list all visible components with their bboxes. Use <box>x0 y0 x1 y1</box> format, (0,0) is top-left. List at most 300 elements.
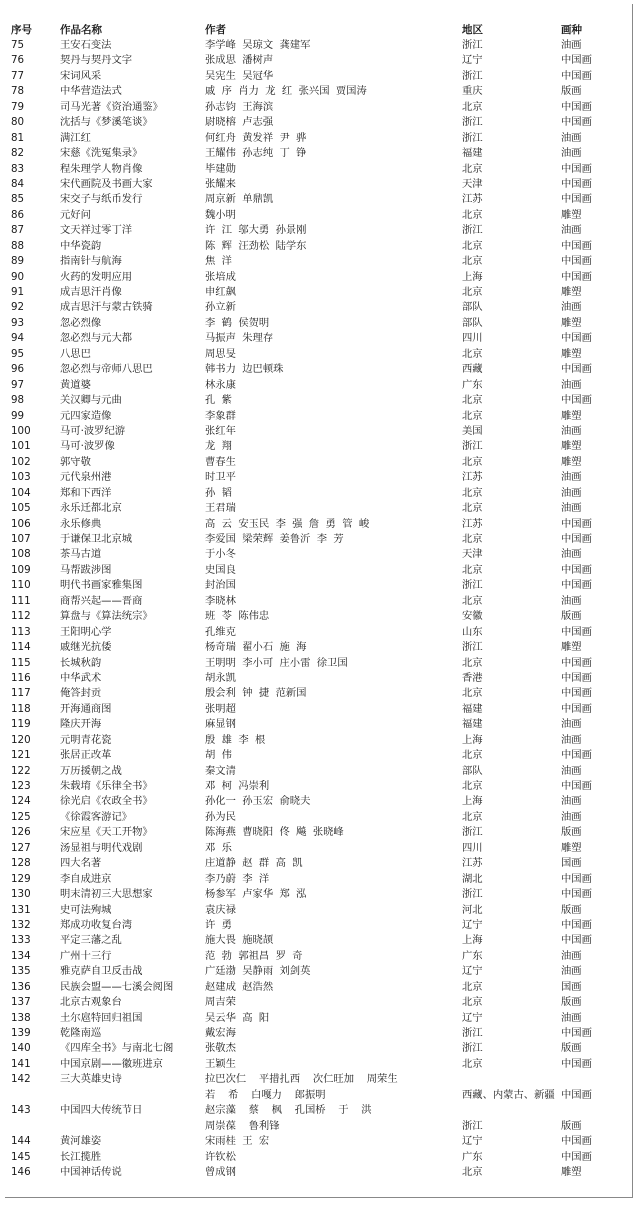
row-region: 浙江 <box>462 224 483 237</box>
row-author: 林永康 <box>205 378 236 391</box>
row-author: 施大畏 施晓颉 <box>205 934 274 947</box>
row-title: 黄河雄姿 <box>60 1135 102 1148</box>
row-author: 邓 乐 <box>205 841 232 854</box>
table-row <box>10 702 630 717</box>
row-type: 雕塑 <box>561 409 582 422</box>
row-no: 133 <box>11 934 31 947</box>
row-no: 122 <box>11 764 31 777</box>
row-no: 143 <box>11 1104 31 1117</box>
row-no: 102 <box>11 455 31 468</box>
row-no: 83 <box>11 162 25 175</box>
row-region: 北京 <box>462 394 483 407</box>
row-author: 胡 伟 <box>205 749 232 762</box>
table-row <box>10 656 630 671</box>
row-region: 北京 <box>462 208 483 221</box>
row-type: 版画 <box>561 826 582 839</box>
row-author: 杨奇瑞 翟小石 施 海 <box>205 641 307 654</box>
row-no: 105 <box>11 502 31 515</box>
row-title: 《四库全书》与南北七阁 <box>60 1042 174 1055</box>
row-region: 北京 <box>462 533 483 545</box>
row-author: 周京新 单鼎凯 <box>205 193 274 206</box>
row-author: 王明明 李小可 庄小雷 徐卫国 <box>205 656 348 669</box>
row-type: 油画 <box>561 965 582 978</box>
row-region: 江苏 <box>462 471 483 484</box>
row-type: 中国画 <box>561 563 592 576</box>
row-author: 许钦松 <box>205 1150 236 1163</box>
row-no: 131 <box>11 903 31 916</box>
row-no: 81 <box>11 131 25 144</box>
row-title: 元代泉州港 <box>60 471 112 484</box>
table-row <box>10 532 630 547</box>
table-row <box>10 686 630 701</box>
table-row <box>10 1103 630 1134</box>
row-no: 127 <box>11 841 31 854</box>
header-no: 序号 <box>11 24 32 36</box>
row-title: 中国京剧——徽班进京 <box>60 1057 163 1070</box>
row-no: 80 <box>11 116 25 129</box>
row-type: 中国画 <box>561 934 592 947</box>
row-no: 92 <box>11 301 25 314</box>
row-title: 商帮兴起——晋商 <box>60 594 143 607</box>
row-region: 浙江 <box>462 1027 483 1039</box>
row-type: 油画 <box>561 224 582 237</box>
row-title: 明代书画家雅集图 <box>60 579 143 592</box>
row-no: 103 <box>11 471 31 484</box>
row-author: 许 江 邬大勇 孙景刚 <box>205 224 307 237</box>
row-title: 王阳明心学 <box>60 625 112 638</box>
row-type: 中国画 <box>561 332 592 345</box>
table-row <box>10 316 630 331</box>
row-title: 中国四大传统节日 <box>60 1104 143 1117</box>
row-region: 浙江 <box>462 641 483 654</box>
row-title: 朱载堉《乐律全书》 <box>60 780 153 792</box>
row-title: 火药的发明应用 <box>60 270 133 283</box>
row-no: 130 <box>11 888 31 901</box>
row-type: 雕塑 <box>561 440 582 453</box>
table-row <box>10 162 630 177</box>
row-author: 韩书力 边巴顿珠 <box>205 363 284 376</box>
row-type: 中国画 <box>561 255 592 268</box>
table-row <box>10 393 630 408</box>
row-title: 张居正改革 <box>60 749 112 762</box>
table-row <box>10 1072 630 1103</box>
row-region: 北京 <box>462 656 483 669</box>
row-type: 油画 <box>561 949 582 962</box>
row-no: 117 <box>11 687 31 700</box>
row-region: 浙江 <box>462 131 483 144</box>
row-author: 张培成 <box>205 270 236 283</box>
table-row <box>10 856 630 871</box>
row-no: 116 <box>11 671 31 684</box>
row-author: 赵宗藻 蔡 枫 孔国桥 于 洪 周崇葆 鲁利锋 <box>205 1104 372 1132</box>
table-row <box>10 578 630 593</box>
row-region: 北京 <box>462 594 483 607</box>
row-region: 浙江 <box>462 116 483 129</box>
row-title: 马帮跋涉图 <box>60 563 112 576</box>
row-author: 班 苓 陈伟忠 <box>205 610 270 623</box>
row-no: 110 <box>11 579 31 592</box>
row-no: 124 <box>11 795 31 808</box>
row-region: 北京 <box>462 255 483 268</box>
row-region: 北京 <box>462 486 483 499</box>
row-no: 137 <box>11 996 31 1009</box>
table-row <box>10 501 630 516</box>
row-type: 中国画 <box>561 687 592 700</box>
row-region: 江苏 <box>462 857 483 870</box>
row-region: 西藏 <box>462 363 483 376</box>
row-no: 85 <box>11 193 25 206</box>
row-region: 上海 <box>462 934 483 947</box>
row-region: 福建 <box>462 147 483 160</box>
row-region: 北京 <box>462 239 483 252</box>
row-type: 油画 <box>561 39 582 51</box>
row-title: 成吉思汗与蒙古铁骑 <box>60 301 153 314</box>
row-author: 戴宏海 <box>205 1027 236 1039</box>
row-no: 108 <box>11 548 31 561</box>
table-row <box>10 1041 630 1056</box>
row-author: 秦文清 <box>205 764 236 777</box>
row-author: 李晓林 <box>205 594 236 607</box>
table-row <box>10 331 630 346</box>
table-row <box>10 146 630 161</box>
row-no: 87 <box>11 224 25 237</box>
row-type: 油画 <box>561 131 582 144</box>
row-title: 雅克萨自卫反击战 <box>60 965 143 978</box>
row-title: 元好问 <box>60 208 91 221</box>
row-title: 隆庆开海 <box>60 718 102 731</box>
row-title: 徐光启《农政全书》 <box>60 795 153 808</box>
row-title: 忽必烈与帝师八思巴 <box>60 363 153 376</box>
row-region: 广东 <box>462 378 483 391</box>
row-region: 广东 <box>462 949 483 962</box>
row-no: 139 <box>11 1027 31 1039</box>
row-author: 庄道静 赵 群 高 凯 <box>205 857 303 870</box>
row-author: 孙 韬 <box>205 486 232 499</box>
row-author: 周吉荣 <box>205 996 236 1009</box>
row-title: 忽必烈像 <box>60 316 102 329</box>
row-type: 中国画 <box>561 54 592 67</box>
row-region: 辽宁 <box>462 1011 483 1024</box>
row-author: 高 云 安玉民 李 强 詹 勇 管 峻 <box>205 517 370 530</box>
table-row <box>10 1134 630 1149</box>
row-author: 杨参军 卢家华 郑 泓 <box>205 888 307 901</box>
row-author: 张红年 <box>205 424 236 437</box>
row-type: 中国画 <box>561 517 592 530</box>
row-no: 141 <box>11 1057 31 1070</box>
row-title: 司马光著《资治通鉴》 <box>60 100 163 113</box>
row-title: 黄道婆 <box>60 378 91 391</box>
row-no: 104 <box>11 486 31 499</box>
row-title: 民族会盟——七溪会阅图 <box>60 980 174 993</box>
row-region: 北京 <box>462 749 483 762</box>
row-type: 中国画 <box>561 394 592 407</box>
table-row <box>10 177 630 192</box>
row-no: 119 <box>11 718 31 731</box>
header-region: 地区 <box>462 24 483 36</box>
row-author: 孔维克 <box>205 625 236 638</box>
row-no: 111 <box>11 594 31 607</box>
row-region: 江苏 <box>462 193 483 206</box>
row-type: 雕塑 <box>561 641 582 654</box>
row-no: 86 <box>11 208 25 221</box>
table-row <box>10 779 630 794</box>
row-author: 麻显钢 <box>205 718 236 731</box>
row-type: 中国画 <box>561 1135 592 1148</box>
row-region: 部队 <box>462 764 483 777</box>
table-row <box>10 625 630 640</box>
table-row <box>10 270 630 285</box>
row-type: 版画 <box>561 996 582 1009</box>
row-type: 中国画 <box>561 1057 592 1070</box>
row-region: 安徽 <box>462 610 483 623</box>
table-row <box>10 733 630 748</box>
row-no: 142 <box>11 1073 31 1086</box>
row-region: 北京 <box>462 347 483 360</box>
row-no: 76 <box>11 54 25 67</box>
row-title: 三大英雄史诗 <box>60 1073 122 1086</box>
table-row <box>10 1150 630 1165</box>
table-row <box>10 933 630 948</box>
table-row <box>10 223 630 238</box>
row-type: 中国画 <box>561 625 592 638</box>
row-type: 中国画 <box>561 239 592 252</box>
row-title: 八思巴 <box>60 347 91 360</box>
row-region: 北京 <box>462 996 483 1009</box>
table-row <box>10 841 630 856</box>
row-type: 油画 <box>561 424 582 437</box>
row-title: 北京古观象台 <box>60 996 122 1009</box>
row-title: 中国神话传说 <box>60 1165 122 1178</box>
row-type: 中国画 <box>561 100 592 113</box>
row-type: 中国画 <box>561 363 592 376</box>
row-no: 145 <box>11 1150 31 1163</box>
row-title: 马可·波罗像 <box>60 440 115 453</box>
row-title: 成吉思汗肖像 <box>60 286 122 298</box>
row-author: 殷 雄 李 根 <box>205 733 266 746</box>
row-author: 何红舟 黄发祥 尹 骅 <box>205 131 307 144</box>
table-row <box>10 378 630 393</box>
row-region: 北京 <box>462 502 483 515</box>
row-title: 文天祥过零丁洋 <box>60 224 133 237</box>
table-row <box>10 69 630 84</box>
table-row <box>10 192 630 207</box>
row-author: 许 勇 <box>205 918 232 931</box>
row-author: 申红飙 <box>205 286 236 298</box>
row-type: 中国画 <box>561 1088 592 1101</box>
row-region: 浙江 <box>462 888 483 901</box>
row-author: 时卫平 <box>205 471 236 484</box>
row-region: 美国 <box>462 424 483 437</box>
row-region: 北京 <box>462 162 483 175</box>
row-author: 孙志钧 王海滨 <box>205 100 274 113</box>
row-type: 油画 <box>561 471 582 484</box>
table-row <box>10 1057 630 1072</box>
row-region: 湖北 <box>462 872 483 885</box>
row-title: 程朱理学人物肖像 <box>60 162 143 175</box>
row-region: 浙江 <box>462 1042 483 1055</box>
row-region: 部队 <box>462 316 483 329</box>
row-no: 140 <box>11 1042 31 1055</box>
row-region: 上海 <box>462 733 483 746</box>
row-no: 125 <box>11 810 31 823</box>
row-title: 四大名著 <box>60 857 102 870</box>
row-title: 中华营造法式 <box>60 85 122 98</box>
row-type: 版画 <box>561 1119 582 1132</box>
row-author: 殷会利 钟 捷 范新国 <box>205 687 307 700</box>
row-type: 油画 <box>561 810 582 823</box>
row-no: 144 <box>11 1135 31 1148</box>
row-no: 101 <box>11 440 31 453</box>
table-row <box>10 794 630 809</box>
row-title: 指南针与航海 <box>60 255 122 268</box>
table-row <box>10 131 630 146</box>
row-author: 马振声 朱理存 <box>205 332 274 345</box>
row-title: 长城秋韵 <box>60 656 102 669</box>
row-no: 135 <box>11 965 31 978</box>
table-header <box>10 23 630 37</box>
row-title: 万历援朝之战 <box>60 764 122 777</box>
row-author: 李象群 <box>205 409 236 422</box>
row-author: 袁庆禄 <box>205 903 236 916</box>
row-no: 123 <box>11 780 31 792</box>
row-no: 89 <box>11 255 25 268</box>
table-row <box>10 1011 630 1026</box>
row-no: 121 <box>11 749 31 762</box>
row-author: 李爱国 梁荣辉 姜鲁沂 李 芳 <box>205 533 344 545</box>
row-region: 北京 <box>462 563 483 576</box>
row-author: 周思旻 <box>205 347 236 360</box>
row-no: 97 <box>11 378 25 391</box>
row-no: 126 <box>11 826 31 839</box>
row-type: 雕塑 <box>561 316 582 329</box>
table-row <box>10 285 630 300</box>
row-title: 算盘与《算法统宗》 <box>60 610 153 623</box>
row-region: 香港 <box>462 671 483 684</box>
row-type: 油画 <box>561 733 582 746</box>
row-author: 陈海燕 曹晓阳 佟 飚 张晓峰 <box>205 826 344 839</box>
row-no: 128 <box>11 857 31 870</box>
row-type: 中国画 <box>561 1150 592 1163</box>
row-region: 四川 <box>462 841 483 854</box>
row-title: 宋慈《洗冤集录》 <box>60 147 143 160</box>
table-row <box>10 903 630 918</box>
row-region: 上海 <box>462 795 483 808</box>
row-author: 龙 翔 <box>205 440 232 453</box>
table-row <box>10 362 630 377</box>
row-no: 138 <box>11 1011 31 1024</box>
row-no: 78 <box>11 85 25 98</box>
row-type: 版画 <box>561 610 582 623</box>
row-title: 茶马古道 <box>60 548 102 561</box>
row-author: 王颖生 <box>205 1057 236 1070</box>
row-no: 77 <box>11 69 25 82</box>
row-title: 中华武术 <box>60 671 102 684</box>
table-row <box>10 300 630 315</box>
row-no: 75 <box>11 39 25 51</box>
header-author: 作者 <box>205 24 226 36</box>
row-type: 雕塑 <box>561 208 582 221</box>
row-title: 王安石变法 <box>60 39 112 51</box>
row-author: 曾成钢 <box>205 1165 236 1178</box>
row-author: 李学峰 吴琼文 龚建军 <box>205 39 311 51</box>
row-title: 李自成进京 <box>60 872 112 885</box>
row-no: 120 <box>11 733 31 746</box>
table-row <box>10 918 630 933</box>
table-row <box>10 764 630 779</box>
table-row <box>10 887 630 902</box>
row-region: 山东 <box>462 625 483 638</box>
table-row <box>10 347 630 362</box>
row-type: 版画 <box>561 1042 582 1055</box>
row-type: 油画 <box>561 594 582 607</box>
table-row <box>10 949 630 964</box>
row-title: 明末清初三大思想家 <box>60 888 153 901</box>
row-type: 中国画 <box>561 579 592 592</box>
row-no: 134 <box>11 949 31 962</box>
row-region: 四川 <box>462 332 483 345</box>
table-row <box>10 1165 630 1180</box>
table-row <box>10 409 630 424</box>
row-no: 90 <box>11 270 25 283</box>
table-row <box>10 609 630 624</box>
row-title: 戚继光抗倭 <box>60 641 112 654</box>
row-no: 146 <box>11 1165 31 1178</box>
row-author: 李 鹤 侯贺明 <box>205 316 270 329</box>
row-type: 中国画 <box>561 270 592 283</box>
row-type: 中国画 <box>561 162 592 175</box>
row-region: 北京 <box>462 810 483 823</box>
row-type: 油画 <box>561 795 582 808</box>
row-region: 浙江 <box>462 39 483 51</box>
row-title: 沈括与《梦溪笔谈》 <box>60 116 153 129</box>
row-author: 孙为民 <box>205 810 236 823</box>
row-type: 雕塑 <box>561 841 582 854</box>
row-region: 辽宁 <box>462 1135 483 1148</box>
row-region: 浙江 <box>462 826 483 839</box>
row-title: 郑成功收复台湾 <box>60 918 133 931</box>
table-row <box>10 38 630 53</box>
row-region: 福建 <box>462 718 483 731</box>
row-region: 北京 <box>462 409 483 422</box>
row-title: 长江揽胜 <box>60 1150 102 1163</box>
row-title: 郭守敬 <box>60 455 91 468</box>
row-author: 胡永凯 <box>205 671 236 684</box>
table-row <box>10 455 630 470</box>
row-region: 北京 <box>462 687 483 700</box>
row-no: 114 <box>11 641 31 654</box>
row-type: 中国画 <box>561 918 592 931</box>
table-row <box>10 100 630 115</box>
row-title: 开海通商图 <box>60 702 112 715</box>
row-no: 115 <box>11 656 31 669</box>
row-author: 宋雨桂 王 宏 <box>205 1135 270 1148</box>
row-region: 北京 <box>462 1165 483 1178</box>
row-title: 马可·波罗纪游 <box>60 424 126 437</box>
table-row <box>10 547 630 562</box>
table-row <box>10 872 630 887</box>
row-type: 中国画 <box>561 749 592 762</box>
table-row <box>10 717 630 732</box>
row-title: 元四家造像 <box>60 409 112 422</box>
row-region: 北京 <box>462 1057 483 1070</box>
row-title: 宋交子与纸币发行 <box>60 193 143 206</box>
row-type: 油画 <box>561 378 582 391</box>
table-row <box>10 115 630 130</box>
row-author: 魏小明 <box>205 208 236 221</box>
row-author: 广廷渤 吴静雨 刘剑英 <box>205 965 311 978</box>
row-region: 北京 <box>462 455 483 468</box>
row-region: 浙江 <box>462 440 483 453</box>
